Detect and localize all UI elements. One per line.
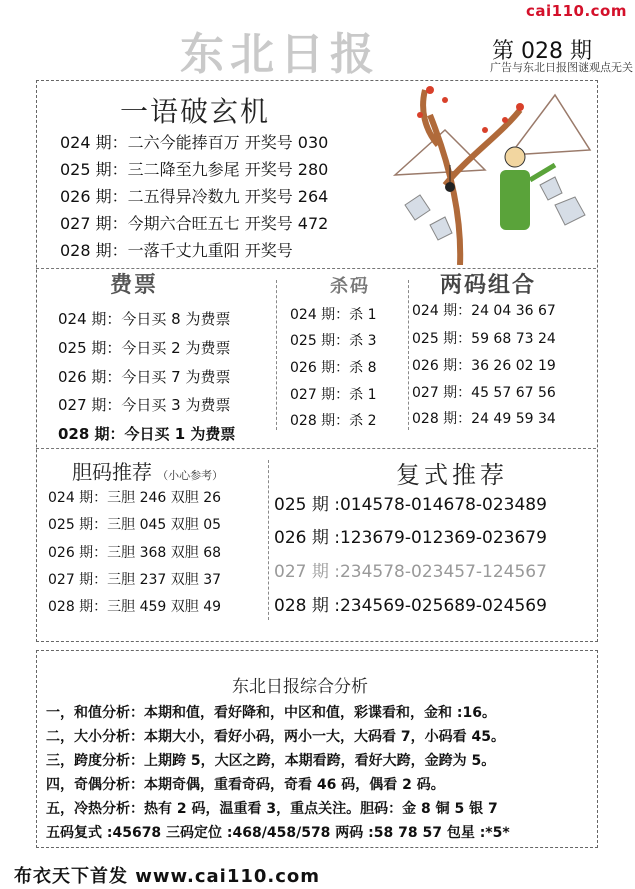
kill-line: 024 期：杀 1	[290, 307, 377, 323]
riddle-line: 026 期：二五得异冷数九 开奖号 264	[60, 187, 329, 206]
disclaimer: 广告与东北日报图谜观点无关	[490, 61, 633, 74]
issue-label: 第 028 期	[492, 39, 592, 64]
kill-line: 025 期：杀 3	[290, 333, 377, 349]
compound-line: 026 期 :123679-012369-023679	[274, 528, 547, 548]
kill-line: 026 期：杀 8	[290, 360, 377, 376]
dan-line: 024 期：三胆 246 双胆 26	[48, 490, 222, 506]
column-divider	[276, 280, 277, 430]
free-ticket-line: 024 期：今日买 8 为费票	[58, 310, 231, 328]
footer-text: 布衣天下首发 www.cai110.com	[14, 866, 321, 887]
free-ticket-line: 028 期：今日买 1 为费票	[58, 425, 236, 443]
compound-line: 025 期 :014578-014678-023489	[274, 495, 547, 515]
pair-line: 024 期：24 04 36 67	[412, 303, 556, 319]
person-robe-icon	[500, 170, 530, 230]
riddle-line: 028 期：一落千丈九重阳 开奖号	[60, 241, 293, 260]
compound-line: 027 期 :234578-023457-124567	[274, 562, 547, 582]
dan-line: 027 期：三胆 237 双胆 37	[48, 572, 222, 588]
analysis-line: 四，奇偶分析：本期奇偶，重看奇码，奇看 46 码，偶看 2 码。	[46, 777, 445, 793]
kill-line: 027 期：杀 1	[290, 387, 377, 403]
masthead: 东北日报	[180, 29, 380, 80]
riddle-line: 025 期：三二降至九参尾 开奖号 280	[60, 160, 329, 179]
analysis-line: 五，冷热分析：热有 2 码，温重看 3，重点关注。胆码：金 8 铜 5 银 7	[46, 801, 498, 817]
rocks-icon	[405, 177, 585, 240]
column-divider	[408, 280, 409, 430]
dan-line: 025 期：三胆 045 双胆 05	[48, 517, 222, 533]
riddle-title: 一语破玄机	[120, 95, 271, 128]
compound-line: 028 期 :234569-025689-024569	[274, 596, 547, 616]
person-head-icon	[505, 147, 525, 167]
free-ticket-line: 027 期：今日买 3 为费票	[58, 396, 231, 414]
free-ticket-line: 025 期：今日买 2 为费票	[58, 339, 231, 357]
analysis-line: 二，大小分析：本期大小，看好小码，两小一大，大码看 7，小码看 45。	[46, 729, 505, 745]
analysis-line: 一，和值分析：本期和值，看好降和，中区和值，彩谍看和，金和 :16。	[46, 705, 496, 721]
analysis-line: 五码复式 :45678 三码定位 :468/458/578 两码 :58 78 57 包星 :*5*	[46, 825, 510, 841]
riddle-illustration	[390, 75, 595, 265]
free-ticket-line: 026 期：今日买 7 为费票	[58, 368, 231, 386]
dan-line: 028 期：三胆 459 双胆 49	[48, 599, 222, 615]
dan-subtitle: （小心参考）	[157, 469, 224, 482]
site-badge: cai110.com	[526, 2, 627, 20]
pair-title: 两码组合	[440, 273, 537, 298]
compound-title: 复式推荐	[396, 461, 508, 489]
dan-line: 026 期：三胆 368 双胆 68	[48, 545, 222, 561]
dan-title: 胆码推荐	[72, 460, 152, 484]
pair-line: 027 期：45 57 67 56	[412, 385, 556, 401]
analysis-title: 东北日报综合分析	[232, 677, 368, 697]
pair-line: 028 期：24 49 59 34	[412, 411, 556, 427]
kill-title: 杀码	[330, 276, 370, 297]
analysis-line: 三，跨度分析：上期跨 5，大区之跨，本期看跨，看好大跨，金跨为 5。	[46, 753, 496, 769]
free-ticket-title: 费票	[110, 273, 159, 298]
riddle-line: 024 期：二六今能捧百万 开奖号 030	[60, 133, 329, 152]
riddle-line: 027 期：今期六合旺五七 开奖号 472	[60, 214, 329, 233]
pair-line: 025 期：59 68 73 24	[412, 331, 556, 347]
spider-icon	[445, 182, 455, 192]
kill-line: 028 期：杀 2	[290, 413, 377, 429]
pair-line: 026 期：36 26 02 19	[412, 358, 556, 374]
column-divider	[268, 460, 269, 620]
section-divider	[36, 448, 596, 449]
dan-heading	[72, 456, 223, 485]
